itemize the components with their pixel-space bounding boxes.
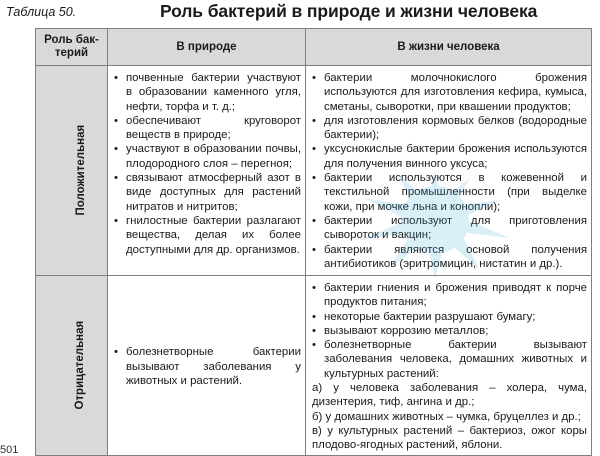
nature-cell-negative xyxy=(108,276,306,456)
role-label-positive: Положительная xyxy=(75,125,88,216)
list-item: • болезнетворные бактерии вызывают заболевания у животных и растений. xyxy=(110,345,301,388)
table-label: Таблица 50. xyxy=(6,5,77,19)
table-row-negative xyxy=(36,276,592,456)
list-subitem: в) у культурных растений – бактериоз, ожог коры плодово-ягодных растений, яблони. xyxy=(312,424,587,452)
list-item: • гнилостные бактерии разлагают вещества, делая их более доступными для др. организмов. xyxy=(110,214,301,257)
list-item: • обеспечивают круговорот веществ в природе; xyxy=(110,114,301,143)
list-subitem: а) у человека заболевания – холера, чума, дизентерия, тиф, ангина и др.; xyxy=(312,382,587,409)
table-row-positive xyxy=(36,66,592,276)
list-item: • участвуют в образовании почвы, плодородного слоя – перегноя; xyxy=(110,142,301,171)
list-item: • связывают атмосферный азот в виде доступных для растений нитратов и нитритов; xyxy=(110,171,301,214)
list-item: • некоторые бактерии разрушают бумагу; xyxy=(308,310,587,324)
bacteria-role-table xyxy=(35,28,592,456)
list-item: • уксуснокислые бактерии брожения используются для получения винного уксуса; xyxy=(308,142,587,171)
list-item: • бактерии молочнокислого брожения используются для изготовления кефира, кумыса, сметаны, сыворотки, при квашении продуктов; xyxy=(308,71,587,114)
role-cell-positive xyxy=(36,66,108,276)
list-subitem: б) у домашних животных – чумка, бруцеллез и др.; xyxy=(312,410,581,423)
list-item: • бактерии используют для приготовления сывороток и вакцин; xyxy=(308,214,587,243)
human-list-negative xyxy=(308,281,587,453)
col-header-role-label: Роль бак- терий xyxy=(44,34,99,59)
role-cell-negative xyxy=(36,276,108,456)
list-item: • болезнетворные бактерии вызывают заболевания человека, домашних животных и культурных растений: xyxy=(308,338,587,381)
page-number: 501 xyxy=(0,444,19,456)
human-list-positive xyxy=(308,71,587,271)
list-item: • вызывают коррозию металлов; xyxy=(308,324,587,338)
col-header-nature: В природе xyxy=(108,29,306,66)
list-item: • бактерии гниения и брожения приводят к порче продуктов питания; xyxy=(308,281,587,310)
human-cell-negative xyxy=(306,276,592,456)
table-header-row xyxy=(36,29,592,66)
role-label-negative: Отрицательная xyxy=(74,320,87,410)
list-item: • почвенные бактерии участвуют в образовании каменного угля, нефти, торфа и т. д.; xyxy=(110,71,301,114)
nature-list-negative xyxy=(110,345,301,388)
table-title: Роль бактерий в природе и жизни человека xyxy=(160,1,538,21)
nature-cell-positive xyxy=(108,66,306,276)
human-cell-positive xyxy=(306,66,592,276)
list-item: • бактерии используются в кожевенной и текстильной промышленности (при выделке кожи, при мочке льна и конопли); xyxy=(308,171,587,214)
col-header-role xyxy=(36,29,108,66)
page-header xyxy=(0,0,600,28)
col-header-human: В жизни человека xyxy=(306,29,592,66)
list-item: • бактерии являются основой получения антибиотиков (эритромицин, нистатин и др.). xyxy=(308,243,587,272)
list-item: • для изготовления кормовых белков (водородные бактерии); xyxy=(308,114,587,143)
nature-list-positive xyxy=(110,71,301,257)
